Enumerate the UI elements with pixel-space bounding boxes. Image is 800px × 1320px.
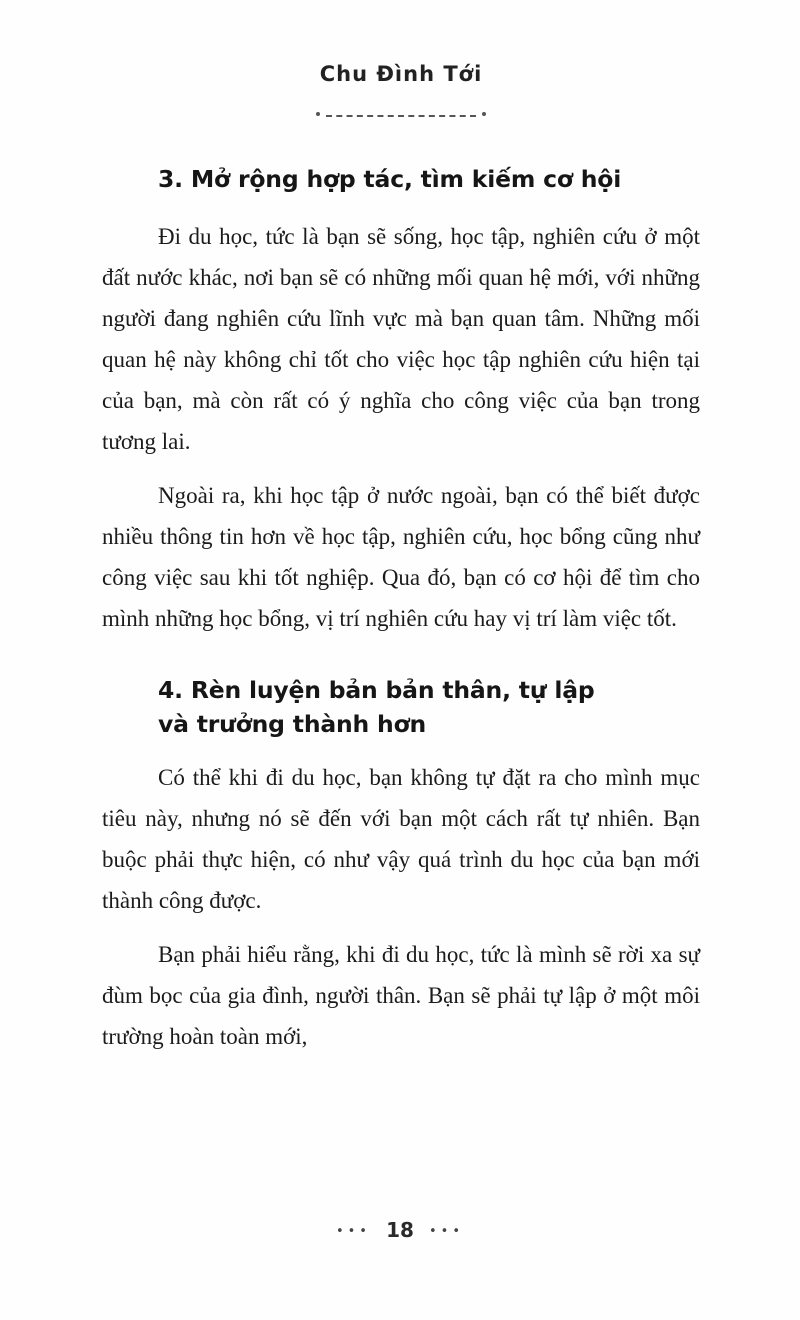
section-4-heading-line-2: và trưởng thành hơn — [158, 710, 427, 738]
page-number: 18 — [386, 1218, 414, 1242]
footer-left-dots: ••• — [335, 1224, 371, 1239]
page-body — [102, 162, 700, 1057]
paragraph: Có thể khi đi du học, bạn không tự đặt ra cho mình mục tiêu này, nhưng nó sẽ đến với bạn một cách rất tự nhiên. Bạn buộc phải thực hiện, có như vậy quá trình du học của bạn mới thành công được. — [102, 765, 700, 913]
page-footer — [0, 1218, 800, 1242]
page-header — [102, 62, 700, 122]
paragraph: Đi du học, tức là bạn sẽ sống, học tập, nghiên cứu ở một đất nước khác, nơi bạn sẽ có những mối quan hệ mới, với những người đang nghiên cứu lĩnh vực mà bạn quan tâm. Những mối quan hệ này không chỉ tốt cho việc học tập nghiên cứu hiện tại của bạn, mà còn rất có ý nghĩa cho công việc của bạn trong tương lai. — [102, 224, 700, 454]
section-3-heading: 3. Mở rộng hợp tác, tìm kiếm cơ hội — [158, 165, 622, 193]
section-4 — [102, 673, 700, 1057]
paragraph: Ngoài ra, khi học tập ở nước ngoài, bạn có thể biết được nhiều thông tin hơn về học tập, nghiên cứu, học bổng cũng như công việc sau khi tốt nghiệp. Qua đó, bạn có cơ hội để tìm cho mình những học bổng, vị trí nghiên cứu hay vị trí làm việc tốt. — [102, 483, 700, 631]
author-name: Chu Đình Tới — [319, 62, 483, 86]
section-4-heading — [158, 673, 700, 741]
paragraph: Bạn phải hiểu rằng, khi đi du học, tức là mình sẽ rời xa sự đùm bọc của gia đình, người thân. Bạn sẽ phải tự lập ở một môi trường hoàn toàn mới, — [102, 942, 700, 1049]
footer-right-dots: ••• — [429, 1224, 465, 1239]
dashed-divider — [326, 115, 476, 117]
section-4-heading-line-1: 4. Rèn luyện bản bản thân, tự lập — [158, 676, 595, 704]
section-3 — [102, 162, 700, 639]
